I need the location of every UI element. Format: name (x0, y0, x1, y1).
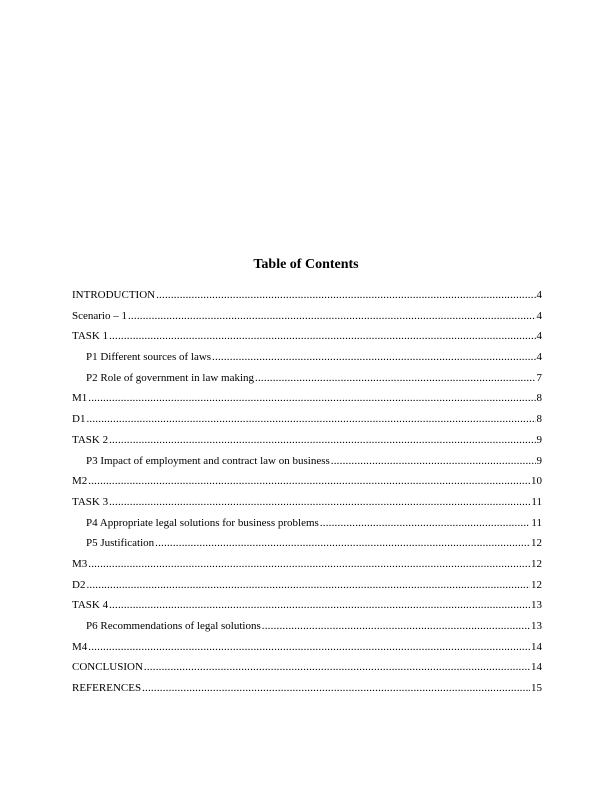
toc-entry-page: 11 (531, 495, 542, 508)
toc-leader-dots (109, 492, 530, 513)
toc-entry-label: CONCLUSION (72, 661, 143, 674)
toc-entry-label: TASK 2 (72, 433, 109, 446)
toc-entry-d2[interactable] (72, 575, 542, 596)
toc-entry-page: 11 (531, 516, 542, 529)
toc-entry-references[interactable] (72, 678, 542, 699)
toc-entry-label: TASK 4 (72, 599, 109, 612)
toc-leader-dots (88, 554, 530, 575)
toc-entry-m3[interactable] (72, 554, 542, 575)
toc-leader-dots (86, 409, 535, 430)
toc-leader-dots (88, 388, 535, 409)
page-title: Table of Contents (253, 257, 359, 272)
toc-entry-p6[interactable] (72, 616, 542, 637)
toc-entry-page: 8 (536, 413, 542, 426)
toc-entry-label: D2 (72, 578, 86, 591)
toc-entry-page: 14 (531, 640, 542, 653)
toc-entry-label: M3 (72, 557, 88, 570)
toc-entry-label: P5 Justification (86, 537, 155, 550)
toc-entry-label: Scenario – 1 (72, 309, 127, 322)
toc-entry-page: 15 (531, 682, 542, 695)
toc-entry-page: 4 (536, 351, 542, 364)
toc-leader-dots (212, 347, 535, 368)
toc-entry-label: P6 Recommendations of legal solutions (86, 620, 261, 632)
toc-leader-dots (155, 533, 530, 554)
toc-entry-page: 12 (531, 578, 542, 591)
toc-entry-task-2[interactable] (72, 430, 542, 451)
toc-entry-label: INTRODUCTION (72, 289, 156, 301)
toc-leader-dots (320, 513, 531, 534)
toc-entry-task-1[interactable] (72, 326, 542, 347)
toc-leader-dots (128, 306, 536, 327)
toc-leader-dots (262, 616, 530, 637)
toc-entry-p3[interactable] (72, 451, 542, 472)
toc-entry-conclusion[interactable] (72, 657, 542, 678)
toc-leader-dots (109, 430, 535, 451)
toc-leader-dots (156, 285, 535, 306)
toc-entry-label: D1 (72, 413, 86, 426)
toc-entry-task-3[interactable] (72, 492, 542, 513)
toc-entry-p2[interactable] (72, 368, 542, 389)
toc-entry-label: REFERENCES (72, 682, 142, 695)
toc-entry-d1[interactable] (72, 409, 542, 430)
toc-entry-label: M1 (72, 392, 88, 405)
toc-entry-page: 4 (536, 289, 542, 301)
toc-leader-dots (86, 575, 530, 596)
toc-leader-dots (255, 368, 535, 389)
toc-leader-dots (88, 637, 530, 658)
toc-entry-page: 4 (536, 330, 542, 343)
toc-entry-label: P2 Role of government in law making (86, 371, 255, 384)
toc-entry-page: 4 (536, 309, 542, 322)
toc-entry-scenario-1[interactable] (72, 306, 542, 327)
toc-entry-label: M4 (72, 640, 88, 653)
toc-entry-p1[interactable] (72, 347, 542, 368)
toc-entry-page: 8 (536, 392, 542, 405)
toc-entry-m4[interactable] (72, 637, 542, 658)
toc-entry-page: 14 (531, 661, 542, 674)
toc-entry-page: 13 (531, 599, 542, 612)
toc-entry-label: P3 Impact of employment and contract law on business (86, 454, 330, 467)
toc-entry-label: P4 Appropriate legal solutions for business problems (86, 516, 319, 529)
toc-entry-page: 9 (536, 433, 542, 446)
toc-entry-label: TASK 3 (72, 495, 109, 508)
toc-entry-label: P1 Different sources of laws (86, 351, 212, 364)
toc-entry-page: 9 (536, 454, 542, 467)
toc-leader-dots (109, 595, 530, 616)
toc-entry-p5[interactable] (72, 533, 542, 554)
toc-entry-m1[interactable] (72, 388, 542, 409)
toc-leader-dots (88, 471, 530, 492)
toc-entry-introduction[interactable] (72, 285, 542, 306)
toc-entry-page: 7 (536, 371, 542, 384)
toc-leader-dots (144, 657, 530, 678)
toc-entry-m2[interactable] (72, 471, 542, 492)
toc-leader-dots (331, 451, 536, 472)
table-of-contents (72, 285, 542, 699)
toc-entry-page: 12 (531, 537, 542, 550)
toc-entry-label: M2 (72, 475, 88, 488)
toc-entry-p4[interactable] (72, 513, 542, 534)
toc-entry-page: 10 (531, 475, 542, 488)
toc-entry-label: TASK 1 (72, 330, 109, 343)
toc-leader-dots (142, 678, 530, 699)
toc-entry-page: 13 (531, 620, 542, 632)
toc-entry-task-4[interactable] (72, 595, 542, 616)
toc-leader-dots (109, 326, 535, 347)
toc-entry-page: 12 (531, 557, 542, 570)
